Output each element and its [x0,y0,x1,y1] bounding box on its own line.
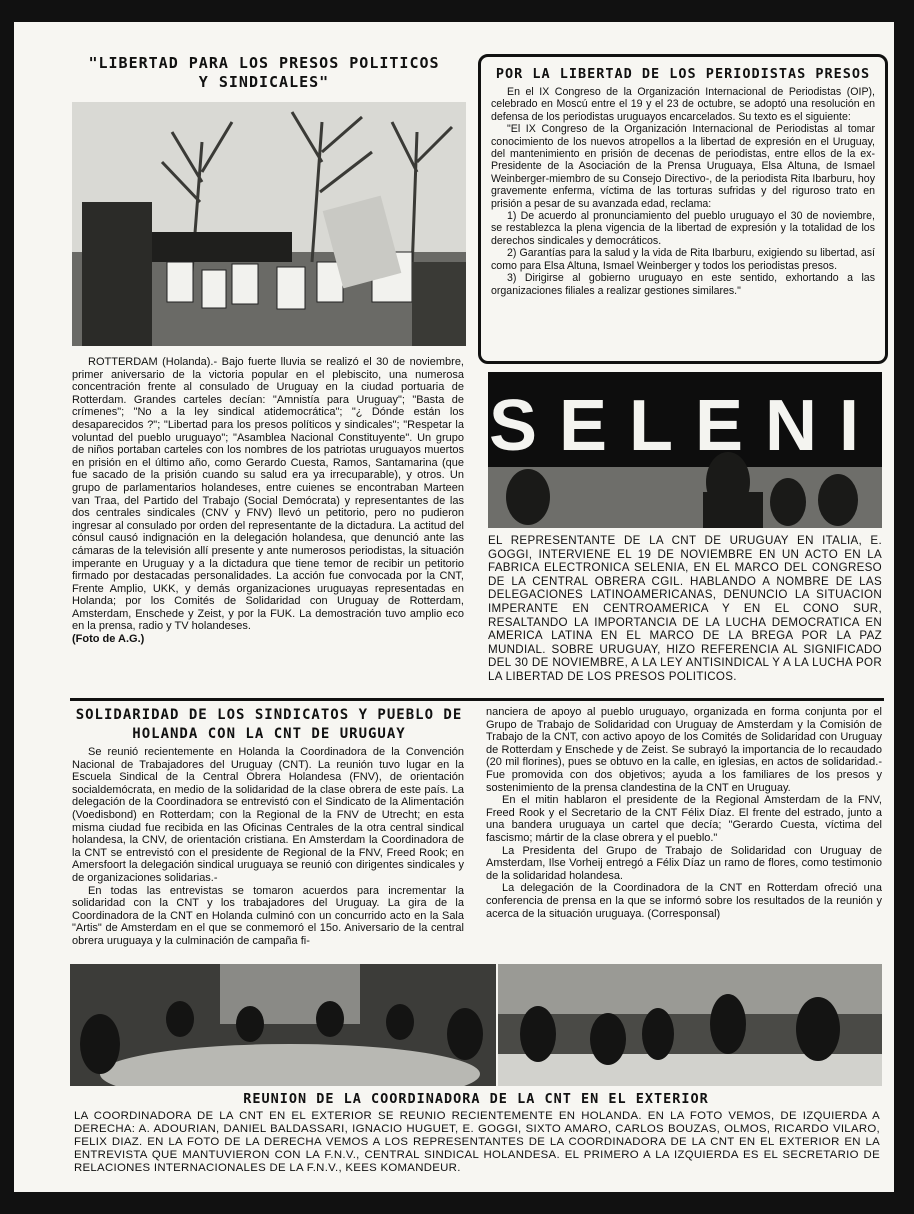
photo3-title: REUNION DE LA COORDINADORA DE LA CNT EN EL EXTERIOR [243,1091,709,1107]
selenia-photo [488,372,882,528]
newspaper-page [14,22,894,1192]
article2-body: En el IX Congreso de la Organización Internacional de Periodistas (OIP), celebrado en Moscú entre el 19 y el 23 de octubre, se adoptó una resolución en defensa de los periodistas uruguayos encarcelados. Su texto es el siguiente: "El IX Congreso de la Organización Internacional de Periodistas al tomar conocimiento de los nuevos atropellos a la libertad de expresión en el Uruguay, del mantenimiento en prisión de decenas de periodistas, entre ellos de la ex-Presidente de la Asociación de la Prensa Uruguaya, Elsa Altuna, de Ismael Weinberger-miembro de su Consejo Directivo-, de la periodista Rita Ibarburu, hoy gravemente enferma, víctima de las torturas sufridas y del riguroso trato en prisión a pesar de su avanzada edad, reclama: 1) De acuerdo al pronunciamiento del pueblo uruguayo el 30 de noviembre, se restablezca la plena vigencia de la libertad de expresión y la totalidad de los derechos sindicales y democráticos. 2) Garantías para la salud y la vida de Rita Ibarburu, exigiendo su libertad, así como para Elsa Altuna, Ismael Weinberger y todos los periodistas presos. 3) Dirigirse al gobierno uruguayo en este sentido, exhortando a las organizaciones filiales a realizar gestiones similares." [491,86,875,297]
fnv-meeting-image [498,964,882,1086]
section-divider [70,698,884,701]
photo-credit: (Foto de A.G.) [72,633,145,646]
journalists-box [478,54,888,364]
photo3-caption: LA COORDINADORA DE LA CNT EN EL EXTERIOR SE REUNIO RECIENTEMENTE EN HOLANDA. EN LA FOTO VEMOS, DE IZQUIERDA A DERECHA: A. ADOURIAN, DANIEL BALDASSARI, IGNACIO HUGUET, E. GOGGI, SIXTO AMARO, CARLOS BOUZAS, OLMOS, RICARDO VILARO, FELIX DIAZ. EN LA FOTO DE LA DERECHA VEMOS A LOS REPRESENTANTES DE LA COORDINADORA DE LA CNT EN EL EXTERIOR EN LA ENTREVISTA QUE MANTUVIERON CON LA F.N.V., CENTRAL SINDICAL HOLANDESA. EL PRIMERO A LA IZQUIERDA ES EL SECRETARIO DE RELACIONES INTERNACIONALES DE LA F.N.V., KEES KOMANDEUR. [74,1110,880,1174]
protest-photo-image [72,102,466,346]
article3-left-column: Se reunió recientemente en Holanda la Coordinadora de la Convención Nacional de Trabajadores del Uruguay (CNT). La reunión tuvo lugar en la Escuela Sindical de la Central Obrera Holandesa (FNV), de orientación socialdemócrata, en medio de la solidaridad de la clase obrera de este país. La delegación de la Coordinadora se entrevistó con el Sindicato de la Alimentación (Voedisbond) en Rotterdam; con la Regional de la FNV de Utrecht; en esta misma ciudad fue recibida en las Oficinas Centrales de la otra central sindical holandesa, la CNV, de orientación cristiana. En Amsterdam la Coordinadora de la CNT se entrevistó con el presidente de Regional de la FNV, Freed Rook; en Amersfoort la delegación sindical uruguaya se reunió con dirigentes sindicales y de organizaciones solidarias.- En todas las entrevistas se tomaron acuerdos para incrementar la solidaridad con la CNT y los trabajadores del Uruguay. La gira de la Coordinadora de la CNT en Holanda culminó con un concurrido acto en la Sala "Artis" de Amsterdam en el que se conmemoró el 15o. Aniversario de la central obrera uruguaya y la culminación de campaña fi- [72,746,464,947]
fnv-meeting-photo [498,964,882,1086]
article2-title: POR LA LIBERTAD DE LOS PERIODISTAS PRESOS [495,66,871,82]
article3-title: SOLIDARIDAD DE LOS SINDICATOS Y PUEBLO DE HOLANDA CON LA CNT DE URUGUAY [75,707,463,742]
article1-title: "LIBERTAD PARA LOS PRESOS POLITICOS Y SINDICALES" [88,54,440,91]
selenia-photo-image [488,372,882,528]
article3-right-column: nanciera de apoyo al pueblo uruguayo, organizada en forma conjunta por el Grupo de Trabajo de Solidaridad con Uruguay de Amsterdam y la Comisión de Trabajo de la CNT, con activo apoyo de los Comités de Solidaridad con Uruguay de Rotterdam y Enschede y de Zeist. Se subrayó la importancia de lo recaudado (20 mil florines), pues se obtuvo en la calle, en iglesias, en actos de solidaridad.- Fue promovida con dos objetivos; ayuda a los familiares de los presos y sostenimiento de la prensa clandestina de la CNT en Uruguay. En el mitin hablaron el presidente de la Regional Amsterdam de la FNV, Freed Rook y el Secretario de la CNT Félix Díaz. El frente del estrado, junto a una bandera uruguaya un cartel que decía; "Gerardo Cuesta, víctima del fascismo; mártir de la clase obrera y el pueblo." La Presidenta del Grupo de Trabajo de Solidaridad con Uruguay de Amsterdam, Ilse Vorheij entregó a Félix Díaz un ramo de flores, como testimonio de la solidaridad holandesa. La delegación de la Coordinadora de la CNT en Rotterdam ofreció una conferencia de prensa en la que se informó sobre los resultados de la reunión y acerca de la situación uruguaya. (Corresponsal) [486,706,882,920]
coordinadora-meeting-photo [70,964,496,1086]
selenia-banner-text: SELENI [488,386,882,466]
selenia-caption: EL REPRESENTANTE DE LA CNT DE URUGUAY EN ITALIA, E. GOGGI, INTERVIENE EL 19 DE NOVIEMBRE EN UN ACTO EN LA FABRICA ELECTRONICA SELENIA, EN EL MARCO DEL CONGRESO DE LA CENTRAL OBRERA CGIL. HABLANDO A NOMBRE DE LAS DELEGACIONES LATINOAMERICANAS, DENUNCIO LA SITUACION IMPERANTE EN CENTROAMERICA Y EN EL CONO SUR, RESALTANDO LA IMPORTANCIA DE LA LUCHA DEMOCRATICA EN AMERICA LATINA EN EL MARCO DE LA BREGA POR LA PAZ MUNDIAL. SOBRE URUGUAY, HIZO REFERENCIA AL SIGNIFICADO DEL 30 DE NOVIEMBRE, A LA LEY ANTISINDICAL Y A LA LUCHA POR LA LIBERTAD DE LOS PRESOS POLITICOS. [488,534,882,683]
article1-body: ROTTERDAM (Holanda).- Bajo fuerte lluvia se realizó el 30 de noviembre, primer aniversario de la victoria popular en el plebiscito, una numerosa concentración frente al consulado de Uruguay en la ciudad portuaria de Rotterdam. Grandes carteles decían: "Amnistía para Uruguay"; "Basta de crímenes"; "No a la ley sindical atidemocrática"; "¿ Dónde están los desaparecidos ?"; "Libertad para los presos políticos y sindicales"; "Respetar la voluntad del pueblo uruguayo"; "Asamblea Nacional Constituyente". Un grupo de niños portaban carteles con los nombres de los patriotas uruguayos muertos en prisión en el último año, como Gerardo Cuesta, Ramos, Santamarina (que fue sacado de la prisión cuando su salud era ya irrecuparable), y otros. Un grupo de parlamentarios holandeses, entre cuienes se encontraban Marteen van Traa, del Partido del Trabajo (Social Demócrata) y representantes de las dos centrales sindicales (CNV y FNV) llevó un petitorio, pero no pudieron ingresar al consulado por orden del representante de la dictadura. La actitud del cónsul causó indignación en la delegación holandesa, que denunció ante las cámaras de la televisión allí presente y ante numerosos periodistas, la situación imperante en Uruguay y a la dictadura que tiene temor de recibir un petitorio firmado por destacadas personalidades. La acción fue convocada por la CNT, Frente Amplio, UKK, y demás organizaciones uruguayas representadas en Holanda; por los Comités de Solidaridad con Uruguay de Rotterdam, Amsterdam, Enschede y Zeist, y por la FUK. La demostración tuvo amplio eco en la prensa, radio y TV holandeses. (Foto de A.G.) [72,356,464,646]
protest-photo [72,102,466,346]
coordinadora-meeting-image [70,964,496,1086]
